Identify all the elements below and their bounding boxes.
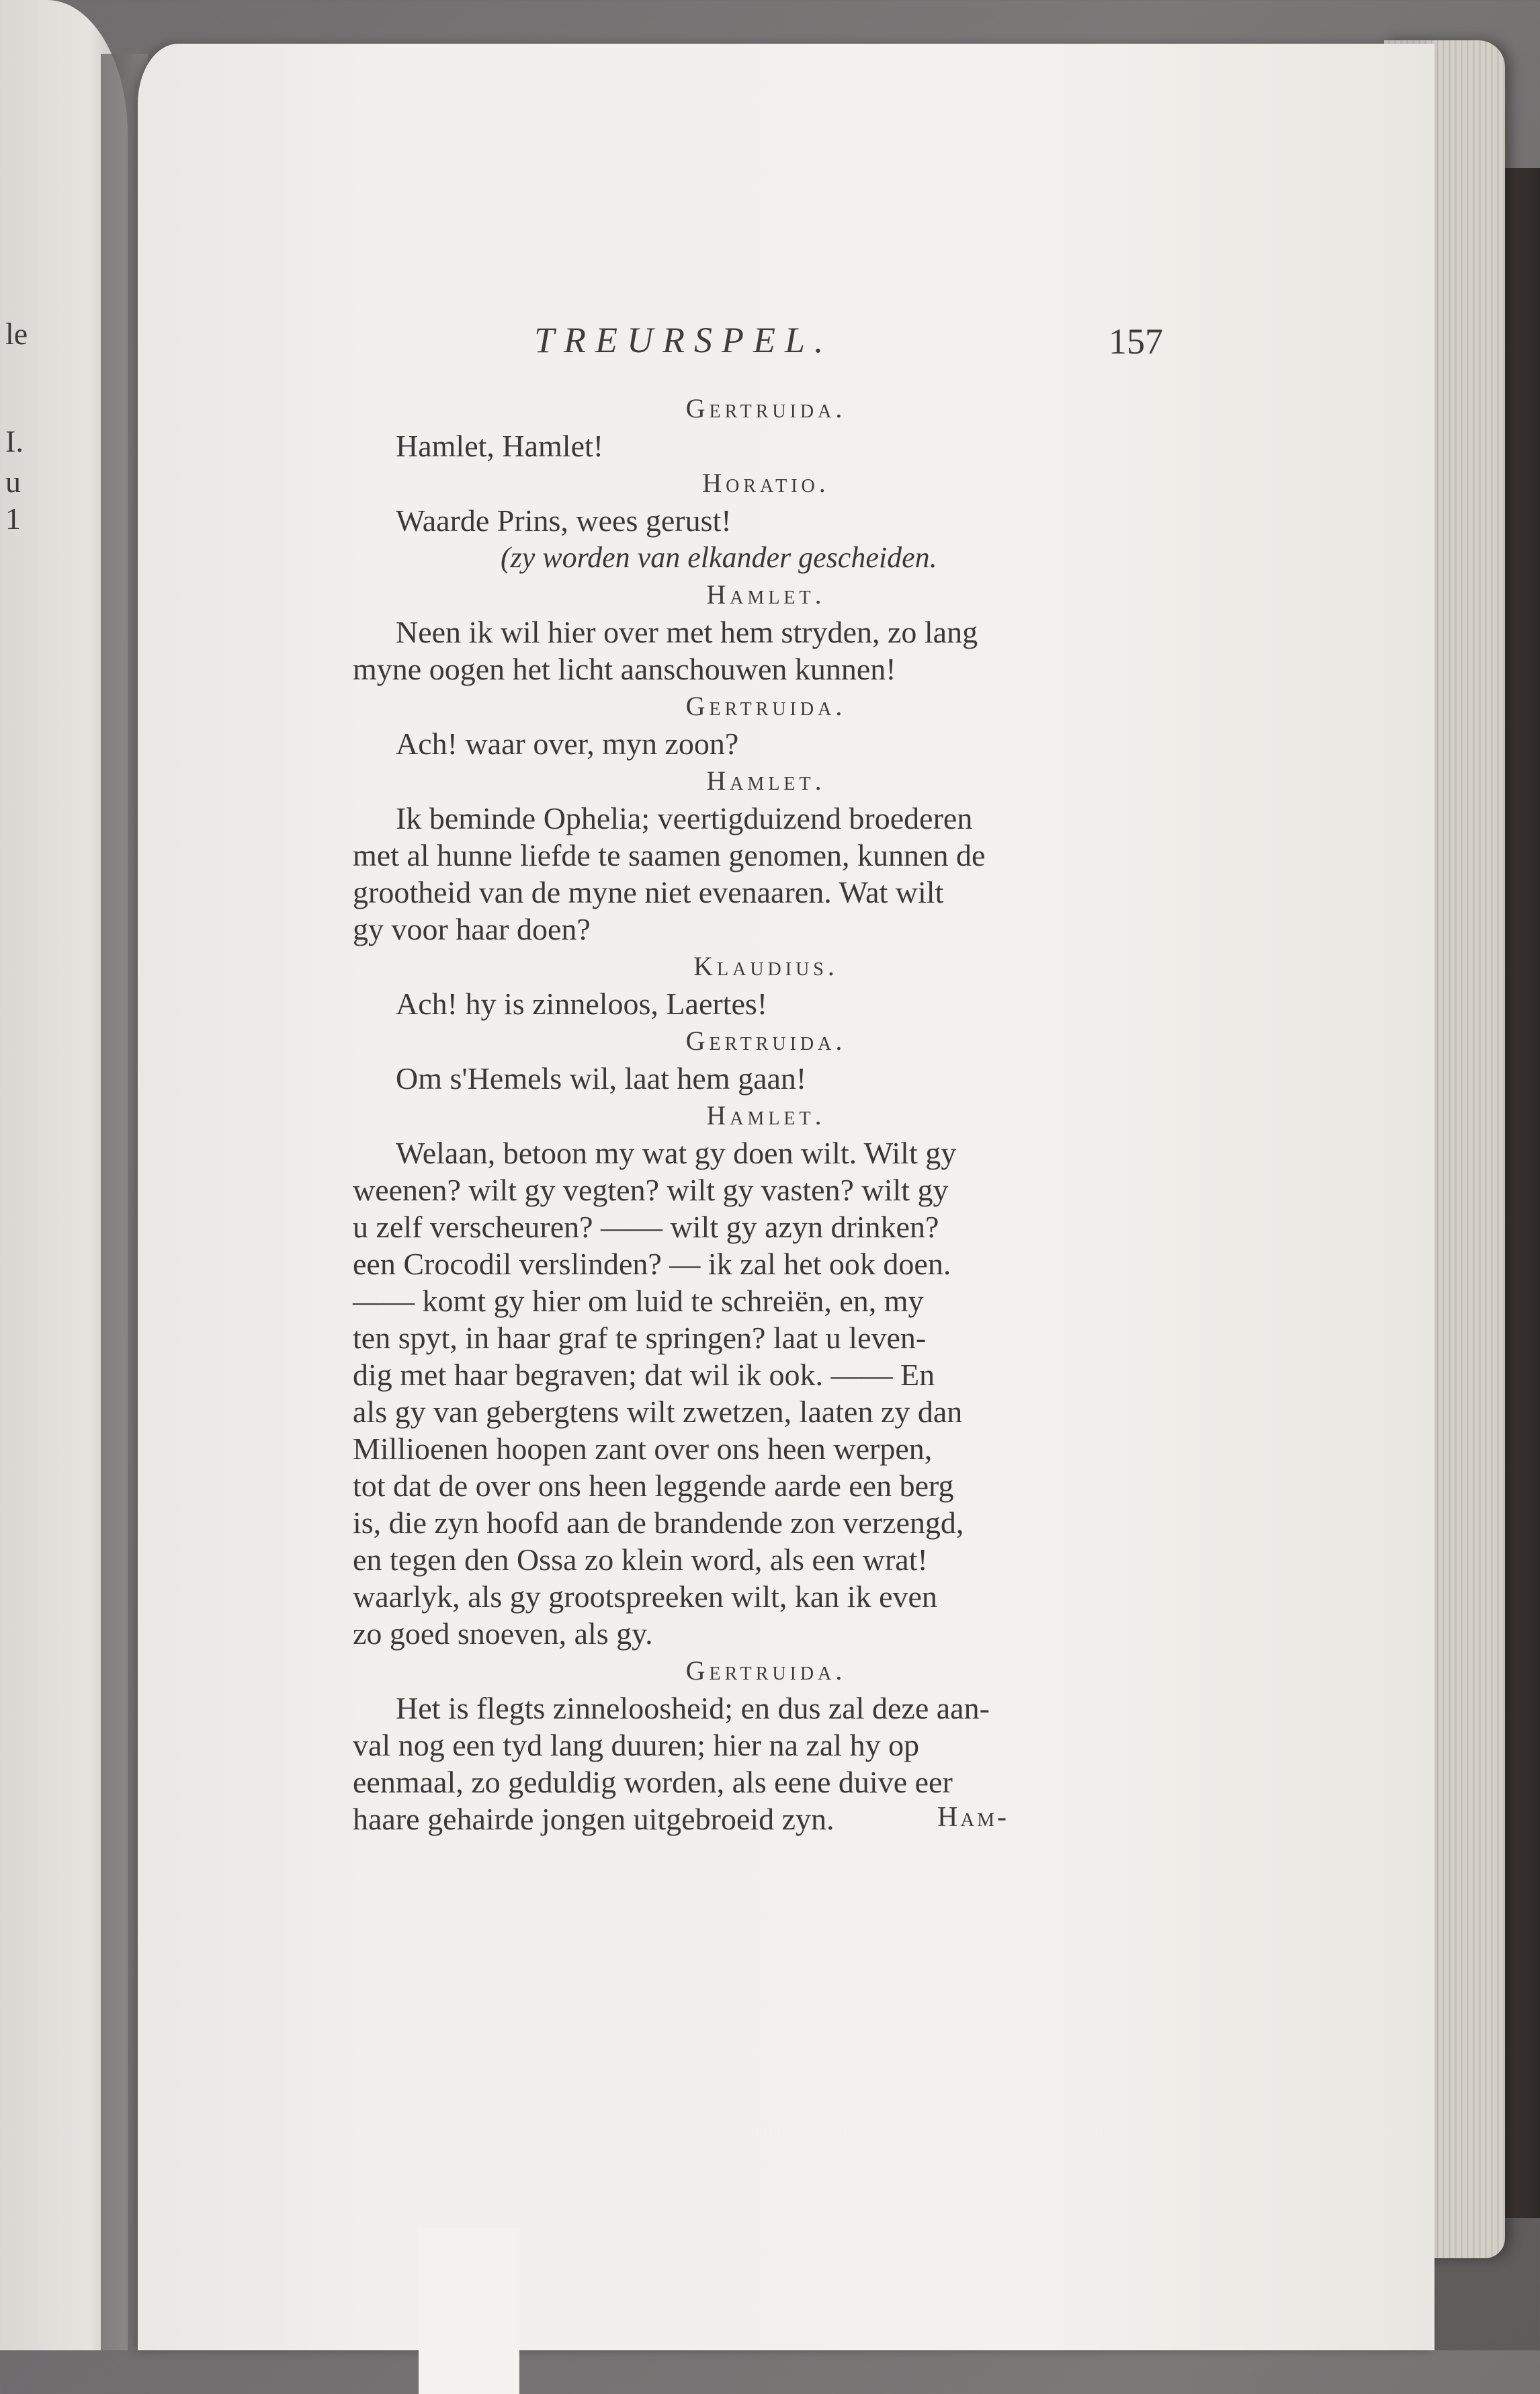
speech-line [353,1467,1179,1504]
speech-line [353,1393,1179,1430]
book-page [138,44,1435,2350]
speech-line [353,1171,1179,1208]
speech-text: myne oogen het licht aanschouwen kunnen! [353,652,896,686]
speech-text: Ach! waar over, myn zoon? [396,727,739,761]
play-text [353,390,1179,1838]
speech-text: haare gehairde jongen uitgebroeid zyn. [353,1802,835,1836]
speech-line [353,1245,1179,1282]
speech-line [353,502,1179,539]
speech-line [353,1727,1179,1764]
page-number: 157 [1109,321,1163,362]
speech-line [353,1615,1179,1652]
speech-line [353,614,1179,651]
speech-text: Millioenen hoopen zant over ons heen werpen, [353,1432,933,1466]
speaker-name: Gertruida. [685,691,847,721]
speech-line [353,1060,1179,1097]
speech-line [353,1801,1179,1838]
speaker-name: Hamlet. [706,579,826,610]
speech-text: zo goed snoeven, als gy. [353,1616,653,1651]
speech-text: —— komt gy hier om luid te schreiën, en, my [353,1284,924,1318]
speech-line [353,1578,1179,1615]
speech-line [353,911,1179,948]
speaker-name: Gertruida. [685,393,847,423]
speech-text: eenmaal, zo geduldig worden, als eene duive eer [353,1765,953,1799]
margin-mark: u [5,464,21,499]
speech-line [353,427,1179,464]
speech-line [353,874,1179,911]
speaker-name: Hamlet. [706,1100,826,1130]
blank-patch [419,2228,519,2394]
speech-line [353,1134,1179,1171]
margin-mark: I. [5,424,24,458]
speech-text: Waarde Prins, wees gerust! [396,503,732,538]
speaker-name: Gertruida. [685,1026,847,1056]
speech-line [353,1356,1179,1393]
speech-text: een Crocodil verslinden? — ik zal het ook doen. [353,1247,951,1281]
speech-text: dig met haar begraven; dat wil ik ook. —— En [353,1358,935,1392]
speech-text: ten spyt, in haar graf te springen? laat u leven- [353,1321,927,1355]
catchword: Ham- [937,1802,1010,1833]
speech-line [353,837,1179,874]
speech-text: u zelf verscheuren? —— wilt gy azyn drinken? [353,1210,939,1244]
speech-line [353,1764,1179,1801]
speech-text: gy voor haar doen? [353,912,591,946]
speech-line [353,1430,1179,1467]
speaker-name: Hamlet. [706,766,826,796]
speech-text: tot dat de over ons heen leggende aarde een berg [353,1469,954,1503]
speech-text: en tegen den Ossa zo klein word, als een wrat! [353,1542,928,1577]
speech-text: Hamlet, Hamlet! [396,429,604,463]
speech-line [353,1208,1179,1245]
speech-line [353,1282,1179,1319]
speaker-name: Klaudius. [693,951,839,981]
speech-text: val nog een tyd lang duuren; hier na zal hy op [353,1728,920,1762]
speech-text: grootheid van de myne niet evenaaren. Wat wilt [353,875,944,909]
speech-text: als gy van gebergtens wilt zwetzen, laaten zy dan [353,1395,963,1429]
speech-text: met al hunne liefde te saamen genomen, kunnen de [353,838,986,872]
speech-line [353,1690,1179,1727]
speech-line [353,1319,1179,1356]
speech-text: Ach! hy is zinneloos, Laertes! [396,987,768,1021]
speech-line [353,725,1179,762]
speech-text: Ik beminde Ophelia; veertigduizend broederen [396,801,973,835]
speech-line [353,800,1179,837]
speech-line [353,985,1179,1022]
speech-text: Om s'Hemels wil, laat hem gaan! [396,1061,807,1096]
speaker-name: Gertruida. [685,1655,847,1686]
speech-text: Het is flegts zinneloosheid; en dus zal deze aan- [396,1691,990,1725]
speech-line [353,651,1179,688]
speech-line [353,1504,1179,1541]
speech-text: weenen? wilt gy vegten? wilt gy vasten? wilt gy [353,1173,949,1207]
speech-text: Neen ik wil hier over met hem stryden, zo lang [396,615,978,649]
running-head: TREURSPEL. [534,320,833,360]
speech-text: Welaan, betoon my wat gy doen wilt. Wilt gy [396,1136,957,1170]
speech-text: is, die zyn hoofd aan de brandende zon verzengd, [353,1505,964,1540]
stage-direction: (zy worden van elkander gescheiden. [501,541,937,574]
margin-mark: 1 [5,501,21,536]
margin-mark: le [5,317,28,351]
speaker-name: Horatio. [702,468,830,498]
speech-text: waarlyk, als gy grootspreeken wilt, kan ik even [353,1579,937,1614]
speech-line [353,1541,1179,1578]
